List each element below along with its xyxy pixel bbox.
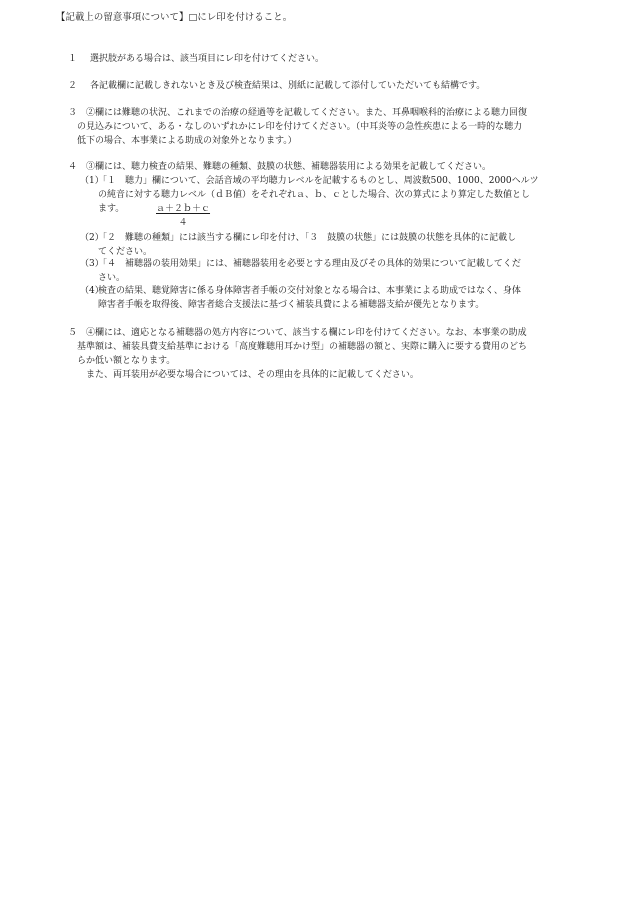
- sub-item-text-line: 「４ 補聴器の装用効果」には、補聴器装用を必要とする理由及びその具体的効果について記載してくだ: [98, 259, 521, 269]
- item-text-line: の見込みについて、ある・なしのいずれかにレ印を付けてください。（中耳炎等の急性疾患による一時的な聴力: [77, 122, 523, 132]
- item-text-line: ④欄には、適応となる補聴器の処方内容について、該当する欄にレ印を付けてください。なお、本事業の助成: [86, 328, 527, 338]
- item-number: ５: [68, 328, 78, 338]
- sub-item-text-line: てください。: [98, 247, 153, 257]
- header-note: 【記載上の留意事項について】□にレ印を付けること。: [56, 12, 293, 23]
- item-text-line: 各記載欄に記載しきれないとき及び検査結果は、別紙に記載して添付していただいても結構です。: [90, 81, 486, 91]
- item-text-line: 基準額は、補装具費支給基準における「高度難聴用耳かけ型」の補聴器の額と、実際に購入に要する費用のどち: [77, 342, 528, 352]
- formula-numerator: ａ＋２ｂ＋ｃ: [156, 204, 211, 214]
- item-text-line: 低下の場合、本事業による助成の対象外となります。）: [77, 136, 297, 146]
- sub-item-text-line: の純音に対する聴力レベル（ｄＢ値）をそれぞれａ、ｂ、ｃとした場合、次の算式により算定した数値とし: [98, 190, 531, 200]
- item-number: １: [68, 54, 78, 64]
- item-text-line: ②欄には難聴の状況、これまでの治療の経過等を記載してください。また、耳鼻咽喉科的治療による聴力回復: [86, 108, 528, 118]
- sub-item-text-line: 「２ 難聴の種類」には該当する欄にレ印を付け、「３ 鼓膜の状態」には鼓膜の状態を具体的に記載し: [98, 233, 517, 243]
- item-text-line: ③欄には、聴力検査の結果、難聴の種類、鼓膜の状態、補聴器装用による効果を記載してください。: [86, 162, 492, 172]
- item-number: ４: [68, 162, 78, 172]
- sub-item-number: （4）: [80, 286, 104, 296]
- formula-denominator: ４: [178, 218, 188, 228]
- sub-item-text-line: 障害者手帳を取得後、障害者総合支援法に基づく補装具費による補聴器支給が優先となります。: [98, 300, 485, 310]
- item-text-line: また、両耳装用が必要な場合については、その理由を具体的に記載してください。: [77, 370, 419, 380]
- hearing-level-formula: [156, 202, 210, 230]
- sub-item-text-line: ます。: [98, 204, 125, 214]
- sub-item-number: （1）: [80, 176, 104, 186]
- sub-item-text-line: 検査の結果、聴覚障害に係る身体障害者手帳の交付対象となる場合は、本事業による助成ではなく、身体: [98, 286, 521, 296]
- item-number: ２: [68, 81, 78, 91]
- sub-item-number: （3）: [80, 259, 104, 269]
- item-text-line: らか低い額となります。: [77, 356, 176, 366]
- sub-item-number: （2）: [80, 233, 104, 243]
- item-text-line: 選択肢がある場合は、該当項目にレ印を付けてください。: [90, 54, 325, 64]
- item-number: ３: [68, 108, 78, 118]
- sub-item-text-line: さい。: [98, 273, 126, 283]
- sub-item-text-line: 「１ 聴力」欄について、会話音域の平均聴力レベルを記載するものとし、周波数500、1000、2000ヘルツ: [98, 176, 539, 186]
